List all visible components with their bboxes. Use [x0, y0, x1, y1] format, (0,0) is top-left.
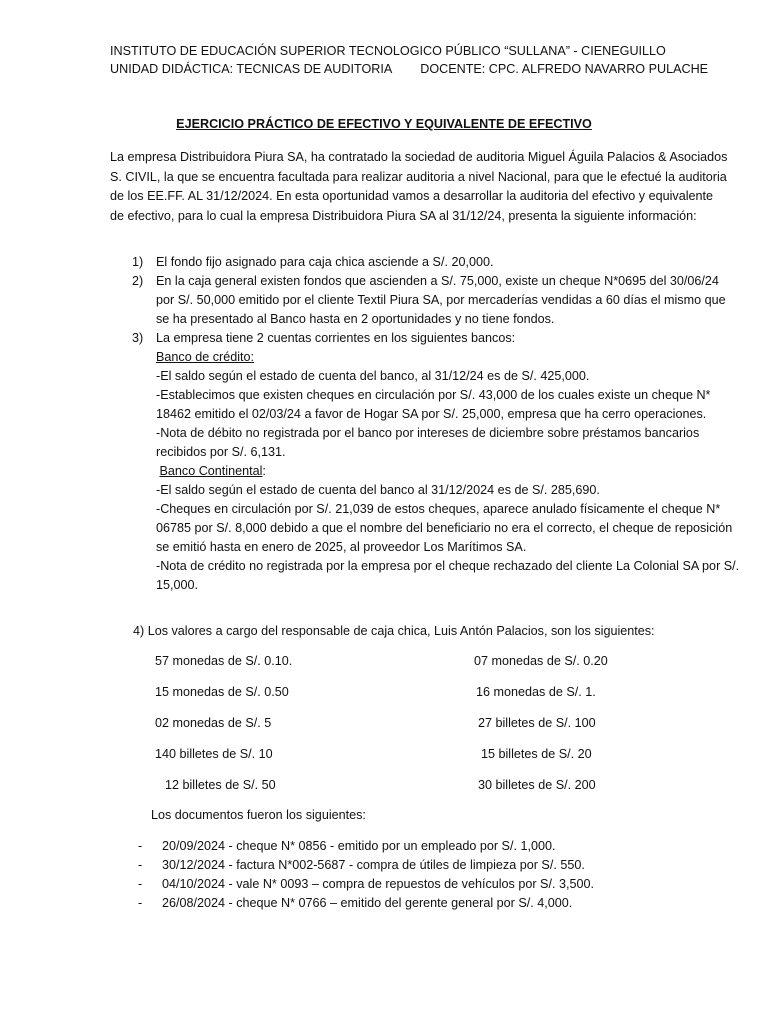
cash-entry: 140 billetes de S/. 10 — [155, 747, 273, 761]
cash-entry: 57 monedas de S/. 0.10. — [155, 654, 293, 668]
document-text: 26/08/2024 - cheque N* 0766 – emitido del gerente general por S/. 4,000. — [162, 896, 573, 910]
document-item — [138, 894, 594, 913]
bank-continental-line: -Cheques en circulación por S/. 21,039 de estos cheques, aparece anulado físicamente el cheque N* 06785 por S/. 8,000 debido a que el nombre del beneficiario no era el correcto, el cheque de reposición se emitió hasta en enero de 2025, al proveedor Los Marítimos SA. — [156, 502, 733, 554]
list-number: 1) — [132, 255, 144, 269]
documents-label: Los documentos fueron los siguientes: — [151, 808, 366, 822]
bullet-dash: - — [138, 896, 143, 910]
list-item-3 — [110, 329, 740, 595]
document-header — [110, 42, 708, 78]
document-text: 20/09/2024 - cheque N* 0856 - emitido por un empleado por S/. 1,000. — [162, 839, 556, 853]
list-item-4: 4) Los valores a cargo del responsable de caja chica, Luis Antón Palacios, son los siguientes: — [133, 624, 655, 638]
list-text: En la caja general existen fondos que ascienden a S/. 75,000, existe un cheque N*0695 del 30/06/24 por S/. 50,000 emitido por el cliente Textil Piura SA, por mercaderías vendidas a 60 días el mismo que se ha presentado al Banco hasta en 2 oportunidades y no tiene fondos. — [156, 274, 726, 326]
bank-continental-line: -Nota de crédito no registrada por la empresa por el cheque rechazado del cliente La Colonial SA por S/. 15,000. — [156, 559, 740, 592]
list-item-3-body — [156, 329, 740, 595]
bullet-dash: - — [138, 877, 143, 891]
document-text: 30/12/2024 - factura N*002-5687 - compra de útiles de limpieza por S/. 550. — [162, 858, 585, 872]
bank-credito-line: -Establecimos que existen cheques en circulación por S/. 43,000 de los cuales existe un cheque N* 18462 emitido el 02/03/24 a favor de Hogar SA por S/. 25,000, empresa que ha cerro operaciones. — [156, 388, 711, 421]
heading-colon: : — [262, 464, 266, 478]
information-list — [110, 253, 740, 595]
list-item-2 — [110, 272, 740, 329]
exercise-title: EJERCICIO PRÁCTICO DE EFECTIVO Y EQUIVALENTE DE EFECTIVO — [176, 117, 592, 131]
header-unit-line — [110, 60, 708, 78]
document-item — [138, 875, 594, 894]
cash-entry: 16 monedas de S/. 1. — [476, 685, 596, 699]
list-item-1 — [110, 253, 740, 272]
bank-credito-line: -El saldo según el estado de cuenta del banco, al 31/12/24 es de S/. 425,000. — [156, 369, 590, 383]
list-text: La empresa tiene 2 cuentas corrientes en los siguientes bancos: — [156, 331, 516, 345]
list-text: El fondo fijo asignado para caja chica asciende a S/. 20,000. — [156, 255, 494, 269]
document-text: 04/10/2024 - vale N* 0093 – compra de repuestos de vehículos por S/. 3,500. — [162, 877, 594, 891]
cash-entry: 27 billetes de S/. 100 — [478, 716, 596, 730]
header-docente: DOCENTE: CPC. ALFREDO NAVARRO PULACHE — [420, 62, 709, 76]
document-item — [138, 837, 594, 856]
bullet-dash: - — [138, 839, 143, 853]
cash-entry: 30 billetes de S/. 200 — [478, 778, 596, 792]
list-number: 2) — [132, 274, 144, 288]
list-number: 3) — [132, 331, 144, 345]
bank-credito-line: -Nota de débito no registrada por el banco por intereses de diciembre sobre préstamos bancarios recibidos por S/. 6,131. — [156, 426, 700, 459]
cash-entry: 07 monedas de S/. 0.20 — [474, 654, 608, 668]
cash-entry: 15 monedas de S/. 0.50 — [155, 685, 289, 699]
cash-entry: 12 billetes de S/. 50 — [165, 778, 276, 792]
cash-entry: 02 monedas de S/. 5 — [155, 716, 272, 730]
bank-credito-heading: Banco de crédito: — [156, 350, 255, 364]
cash-entry: 15 billetes de S/. 20 — [481, 747, 592, 761]
header-institution: INSTITUTO DE EDUCACIÓN SUPERIOR TECNOLOGICO PÚBLICO “SULLANA” - CIENEGUILLO — [110, 44, 666, 58]
intro-paragraph: La empresa Distribuidora Piura SA, ha contratado la sociedad de auditoria Miguel Águila Palacios & Asociados S. CIVIL, la que se encuentra facultada para realizar auditoria a nivel Nacional, para que le efectué la auditoria de los EE.FF. AL 31/12/2024. En esta oportunidad vamos a desarrollar la auditoria del efectivo y equivalente de efectivo, para lo cual la empresa Distribuidora Piura SA al 31/12/24, presenta la siguiente información: — [110, 150, 728, 223]
bank-continental-heading-row — [156, 462, 740, 481]
bullet-dash: - — [138, 858, 143, 872]
document-item — [138, 856, 594, 875]
bank-continental-heading: Banco Continental — [159, 464, 263, 478]
bank-continental-line: -El saldo según el estado de cuenta del banco al 31/12/2024 es de S/. 285,690. — [156, 483, 600, 497]
header-unit: UNIDAD DIDÁCTICA: TECNICAS DE AUDITORIA — [110, 62, 393, 76]
documents-list — [138, 837, 594, 913]
